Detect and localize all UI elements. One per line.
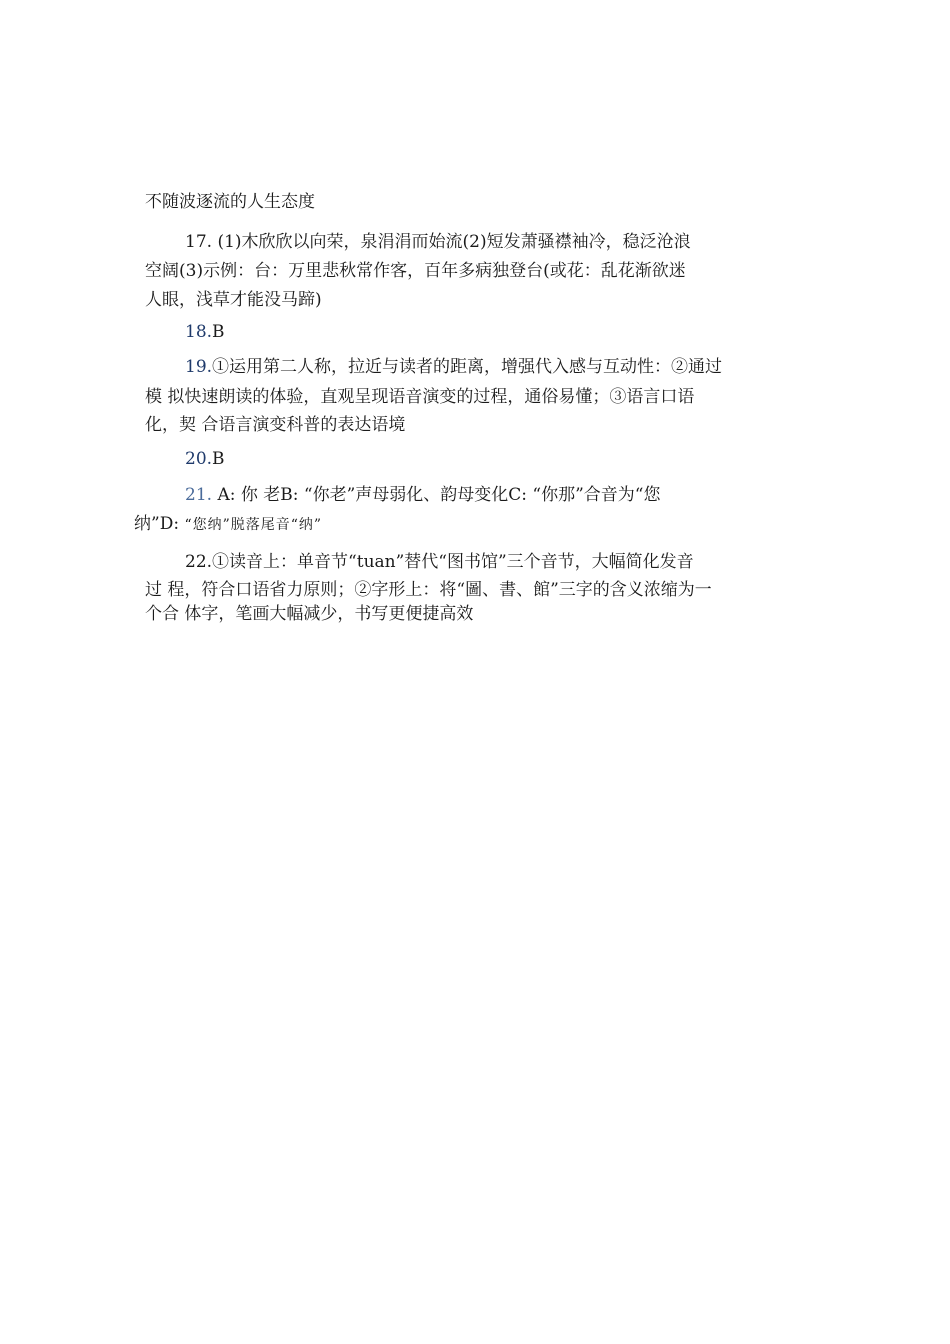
q16-text: 不随波逐流的人生态度 bbox=[145, 192, 315, 212]
q19-line1: ①运用第二人称，拉近与读者的距离，增强代入感与互动性：②通过 bbox=[212, 357, 723, 377]
q20-answer bbox=[185, 448, 225, 470]
q19-line3: 化，契 合语言演变科普的表达语境 bbox=[145, 415, 406, 435]
q22-line3: 个合 体字，笔画大幅减少，书写更便捷高效 bbox=[145, 604, 474, 624]
q16-answer-tail bbox=[145, 191, 315, 213]
q22-line2: 过 程，符合口语省力原则；②字形上：将“圖、書、館”三字的含义浓缩为一 bbox=[145, 580, 712, 600]
q17-line3: 人眼，浅草才能没马蹄) bbox=[145, 290, 322, 310]
q21-line2a: 纳”D: bbox=[134, 514, 185, 534]
q21-number: 21. bbox=[185, 485, 213, 505]
q17-number: 17. bbox=[185, 232, 213, 252]
q22-line1: ①读音上：单音节“tuan”替代“图书馆”三个音节，大幅简化发音 bbox=[212, 552, 694, 572]
q18-choice: B bbox=[212, 322, 225, 342]
q18-answer bbox=[185, 321, 225, 343]
q19-number: 19. bbox=[185, 357, 213, 377]
q17-line2: 空阔(3)示例：台：万里悲秋常作客，百年多病独登台(或花：乱花渐欲迷 bbox=[145, 261, 686, 281]
q21-line2b: “您纳”脱落尾音“纳” bbox=[184, 517, 323, 533]
q17-line1: (1)木欣欣以向荣，泉涓涓而始流(2)短发萧骚襟袖冷，稳泛沧浪 bbox=[217, 232, 691, 252]
q22-number: 22. bbox=[185, 552, 213, 572]
q18-number: 18. bbox=[185, 322, 213, 342]
q20-number: 20. bbox=[185, 449, 213, 469]
q20-choice: B bbox=[212, 449, 225, 469]
q19-line2: 模 拟快速朗读的体验，直观呈现语音演变的过程，通俗易懂；③语言口语 bbox=[145, 387, 695, 407]
q21-line1: A: 你 老B: “你老”声母弱化、韵母变化C: “你那”合音为“您 bbox=[217, 485, 661, 505]
